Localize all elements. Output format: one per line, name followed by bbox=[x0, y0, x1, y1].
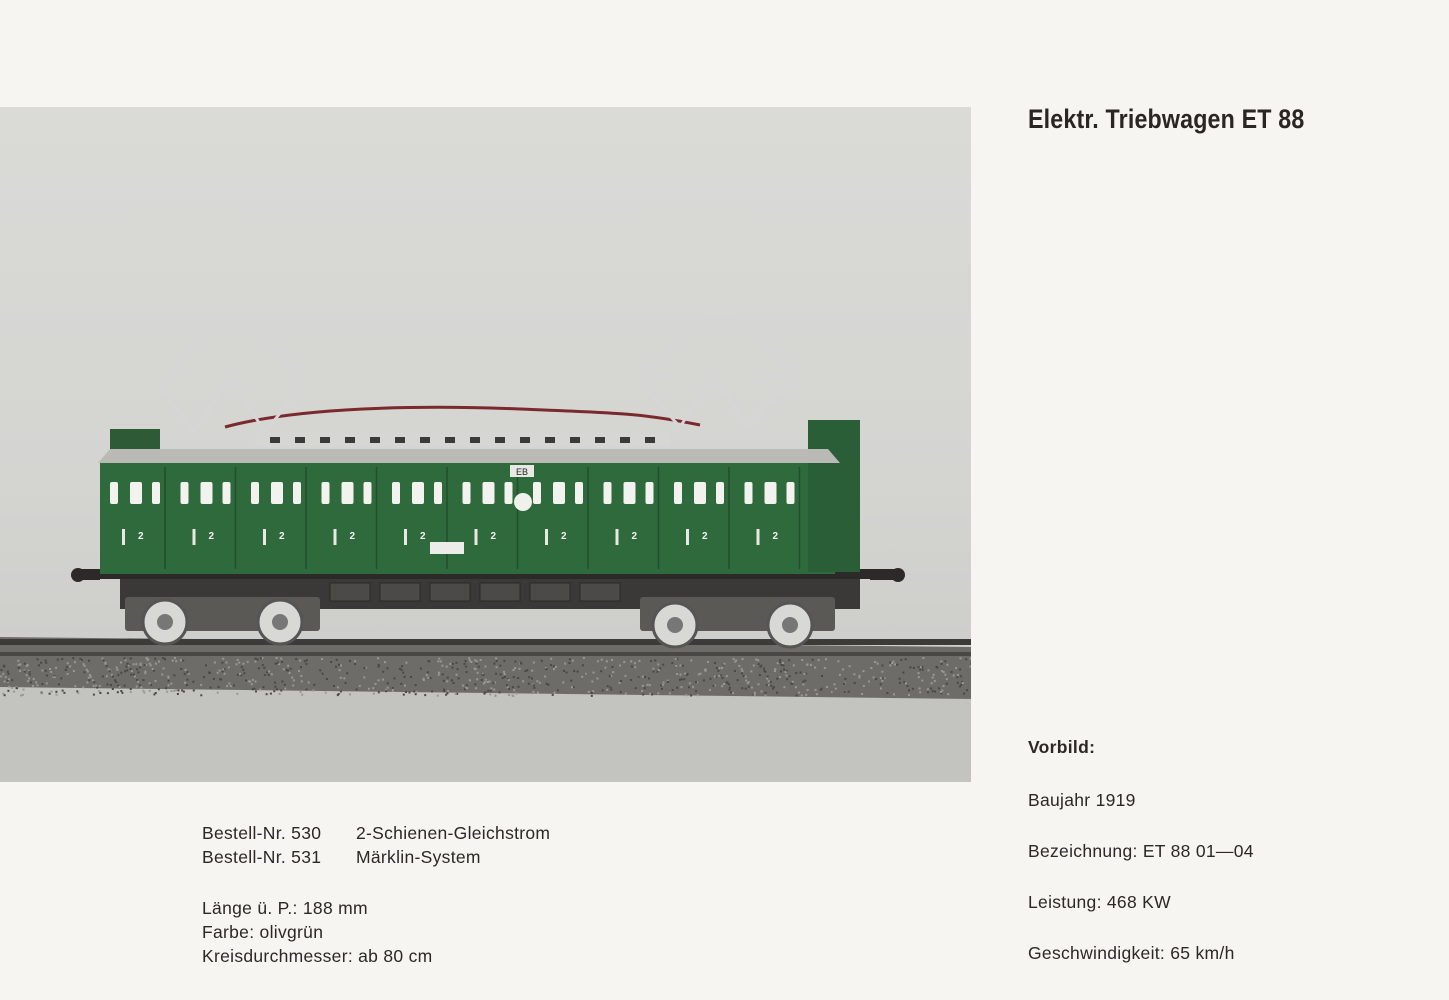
roof-vent bbox=[445, 437, 455, 443]
compartment-number: 2 bbox=[561, 531, 567, 542]
window bbox=[392, 482, 400, 504]
spec-radius: Kreisdurchmesser: ab 80 cm bbox=[202, 946, 433, 966]
roof-vent bbox=[320, 437, 330, 443]
order-row bbox=[202, 845, 550, 869]
battery-box bbox=[480, 583, 520, 601]
car-roof bbox=[98, 449, 840, 463]
compartment-number: 2 bbox=[490, 531, 497, 542]
compartment-number: 2 bbox=[349, 531, 356, 542]
window bbox=[694, 482, 706, 504]
roof-vent bbox=[370, 437, 380, 443]
window bbox=[342, 482, 354, 504]
window bbox=[412, 482, 424, 504]
window bbox=[604, 482, 612, 504]
roof-vent bbox=[395, 437, 405, 443]
window bbox=[201, 482, 213, 504]
roof-vent bbox=[270, 437, 280, 443]
window bbox=[223, 482, 231, 504]
battery-box bbox=[580, 583, 620, 601]
window bbox=[434, 482, 442, 504]
label-plate bbox=[430, 542, 464, 554]
window bbox=[271, 482, 283, 504]
roof-vent bbox=[495, 437, 505, 443]
door-handle bbox=[193, 529, 196, 545]
window bbox=[646, 482, 654, 504]
page-title: Elektr. Triebwagen ET 88 bbox=[1028, 104, 1305, 134]
rail bbox=[0, 639, 971, 645]
roof-cable bbox=[225, 407, 700, 427]
spec-length: Länge ü. P.: 188 mm bbox=[202, 898, 368, 918]
window bbox=[130, 482, 142, 504]
roof-vent bbox=[295, 437, 305, 443]
roof-box-left bbox=[110, 429, 160, 449]
window bbox=[364, 482, 372, 504]
order-system: Märklin-System bbox=[356, 847, 481, 867]
compartment-number: 2 bbox=[772, 531, 779, 542]
door-handle bbox=[263, 529, 266, 545]
window bbox=[505, 482, 513, 504]
buffer-left-plate bbox=[71, 568, 85, 582]
window bbox=[745, 482, 753, 504]
prototype-designation: Bezeichnung: ET 88 01—04 bbox=[1028, 841, 1254, 861]
window bbox=[624, 482, 636, 504]
prototype-speed: Geschwindigkeit: 65 km/h bbox=[1028, 943, 1235, 963]
window bbox=[293, 482, 301, 504]
compartment-number: 2 bbox=[138, 531, 144, 542]
compartment-number: 2 bbox=[420, 531, 426, 542]
roof-vent bbox=[545, 437, 555, 443]
door-handle bbox=[757, 529, 760, 545]
roof-vent bbox=[620, 437, 630, 443]
window bbox=[575, 482, 583, 504]
order-system: 2-Schienen-Gleichstrom bbox=[356, 823, 551, 843]
window bbox=[181, 482, 189, 504]
window bbox=[674, 482, 682, 504]
door-handle bbox=[404, 529, 407, 545]
door-handle bbox=[545, 529, 548, 545]
buffer-right-plate bbox=[891, 568, 905, 582]
train-photo bbox=[0, 107, 971, 782]
window bbox=[110, 482, 118, 504]
spec-color: Farbe: olivgrün bbox=[202, 922, 324, 942]
car-body bbox=[100, 462, 835, 574]
roof-vent bbox=[595, 437, 605, 443]
battery-box bbox=[530, 583, 570, 601]
roof-badge-text: EB bbox=[515, 467, 529, 477]
model-train-illustration bbox=[0, 107, 971, 782]
door-handle bbox=[686, 529, 689, 545]
model-specs bbox=[202, 896, 433, 968]
door-handle bbox=[122, 529, 125, 545]
order-number: Bestell-Nr. 531 bbox=[202, 847, 322, 867]
roof-vent bbox=[345, 437, 355, 443]
window bbox=[533, 482, 541, 504]
order-number: Bestell-Nr. 530 bbox=[202, 823, 322, 843]
door-handle bbox=[616, 529, 619, 545]
roof-vent bbox=[420, 437, 430, 443]
roof-vent bbox=[470, 437, 480, 443]
compartment-number: 2 bbox=[631, 531, 638, 542]
compartment-number: 2 bbox=[208, 531, 215, 542]
roof-vent-strip bbox=[255, 433, 670, 447]
emblem-icon bbox=[514, 493, 532, 511]
bogie-front bbox=[125, 597, 320, 644]
window bbox=[152, 482, 160, 504]
car-end-cab bbox=[808, 420, 860, 572]
battery-box bbox=[380, 583, 420, 601]
prototype-power: Leistung: 468 KW bbox=[1028, 892, 1171, 912]
window bbox=[553, 482, 565, 504]
window bbox=[463, 482, 471, 504]
pantograph-right bbox=[640, 319, 795, 427]
compartment-number: 2 bbox=[702, 531, 708, 542]
order-numbers bbox=[202, 821, 550, 869]
window bbox=[483, 482, 495, 504]
battery-box bbox=[330, 583, 370, 601]
roof-vent bbox=[520, 437, 530, 443]
roof-vent bbox=[570, 437, 580, 443]
battery-box bbox=[430, 583, 470, 601]
compartment-number: 2 bbox=[279, 531, 285, 542]
window bbox=[787, 482, 795, 504]
roof-vent bbox=[645, 437, 655, 443]
prototype-year: Baujahr 1919 bbox=[1028, 790, 1136, 810]
door-handle bbox=[475, 529, 478, 545]
door-handle bbox=[334, 529, 337, 545]
window bbox=[716, 482, 724, 504]
order-row bbox=[202, 821, 550, 845]
prototype-heading: Vorbild: bbox=[1028, 737, 1096, 757]
rail-far bbox=[0, 652, 971, 656]
prototype-info bbox=[1028, 737, 1254, 994]
window bbox=[765, 482, 777, 504]
window bbox=[251, 482, 259, 504]
window bbox=[322, 482, 330, 504]
